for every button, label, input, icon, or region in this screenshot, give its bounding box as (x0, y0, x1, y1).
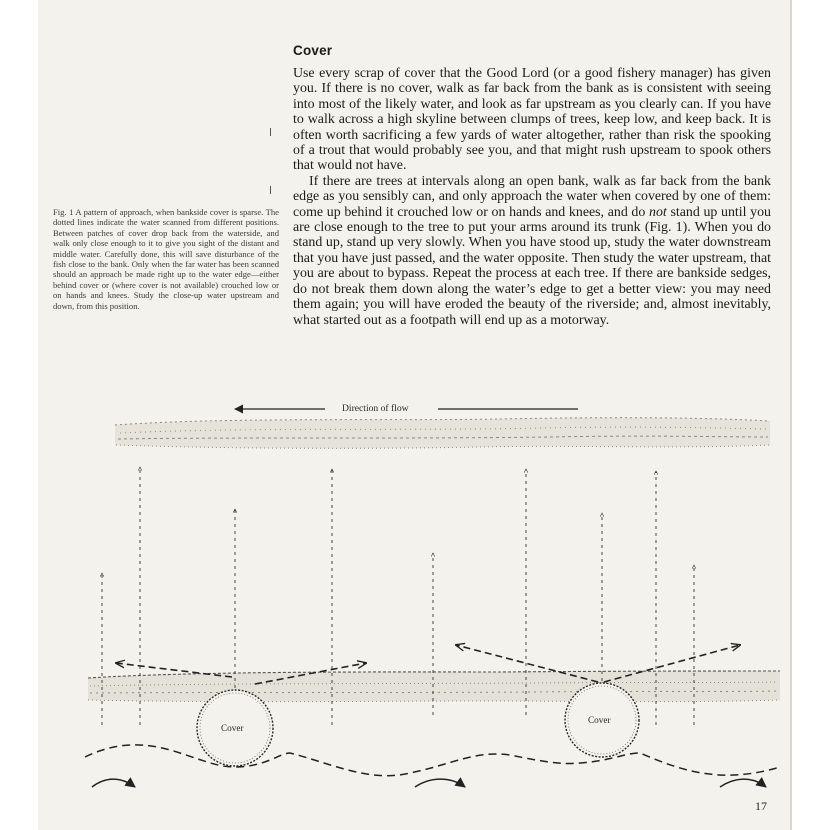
flow-label: Direction of flow (342, 403, 409, 414)
section-heading: Cover (293, 43, 333, 58)
figure-caption: Fig. 1 A pattern of approach, when bankside cover is sparse. The dotted lines indicate the water scanned from different positions. Between patches of cover drop back from the waterside, and walk only close enough to it to give you sight of the distant and middle water. Carefully done, this will save disturbance of the fish close to the bank. Only when the far water has been scanned should an approach be made right up to the water edge—either behind cover or (where cover is not available) crouched low or on hands and knees. Study the close-up water upstream and down, from this position. (53, 207, 279, 311)
paragraph-1: Use every scrap of cover that the Good Lord (or a good fishery manager) has given you. If there is no cover, walk as far back from the bank as is consistent with seeing into most of the likely water, and look as far upstream as you clearly can. If you have to walk across a high skyline between clumps of trees, keep low, and keep back. It is often worth sacrificing a few yards of water altogether, rather than risk the spooking of a trout that would probably see you, and that might rush upstream to spook others that would not have. (293, 66, 771, 174)
movement-arrows (92, 779, 766, 787)
page-number: 17 (755, 799, 767, 813)
approach-diagram (80, 395, 780, 805)
near-bank (88, 671, 780, 702)
margin-mark (270, 128, 271, 136)
cover-label-right: Cover (588, 715, 611, 725)
far-bank (115, 418, 770, 449)
margin-mark (270, 186, 271, 194)
emphasis-not: not (649, 204, 667, 220)
page-edge (790, 0, 792, 830)
paragraph-2: If there are trees at intervals along an open bank, walk as far back from the bank edge as you sensibly can, and only approach the water when covered by one of them: come up behind it crouched low or on hands and knees, and do not stand up until you are close enough to the tree to put your arms around its trunk (Fig. 1). When you do stand up, stand up very slowly. When you have stood up, study the water downstream that you have just passed, and the water opposite. Then study the water upstream, that you are about to bypass. Repeat the process at each tree. If there are bankside sedges, do not break them down along the water’s edge to get a better view: you may need them again; you will have eroded the beauty of the riverside; and, almost inevitably, what started out as a footpath will end up as a motorway. (293, 173, 771, 328)
walking-path (85, 745, 780, 776)
diagram-drawing (80, 395, 780, 805)
cover-label-left: Cover (221, 723, 244, 733)
body-text (293, 66, 771, 328)
